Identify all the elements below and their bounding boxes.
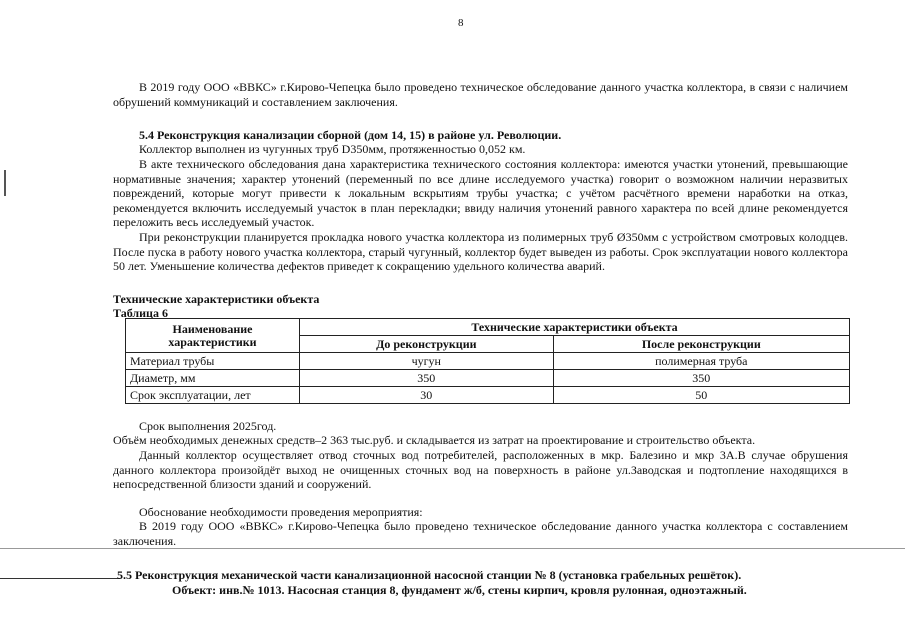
row-after: 50 [553,387,849,404]
characteristics-table [125,318,850,404]
table-row [126,353,850,370]
table-title: Технические характеристики объекта [113,292,320,306]
header-group: Технические характеристики объекта [300,319,850,336]
header-name: Наименование характеристики [126,319,300,353]
scan-mark [4,170,6,196]
header-before: До реконструкции [300,336,554,353]
section-5-4-p2: В акте технического обследования дана характеристика технического состояния коллектора: имеются участки утонений, превышающие нормативные значения; характер утонений (переменный по все длине исследуемого участка) говорит о возможном наличии неразвитых повреждений, которые могут привести к локальным вскрытиям трубы участка; с учётом расчётного времени наработки на отказ, рекомендуется включить исследуемый участок в план перекладки; ввиду наличия утонений равного характера по всей длине рекомендуется переложить весь исследуемый участок. [113,157,848,230]
row-before: 350 [300,370,554,387]
justification-text: В 2019 году ООО «ВВКС» г.Кирово-Чепецка было проведено техническое обследование данного участка коллектора с составлением заключения. [113,519,848,548]
section-5-4-heading: 5.4 Реконструкция канализации сборной (дом 14, 15) в районе ул. Революции. [139,128,562,142]
justification-title: Обоснование необходимости проведения мероприятия: [139,505,423,519]
page-number: 8 [458,17,464,29]
section-5-5-heading: 5.5 Реконструкция механической части канализационной насосной станции № 8 (установка грабельных решёток). [117,568,742,582]
section-5-4-p3: При реконструкции планируется прокладка нового участка коллектора из полимерных труб Ø350мм с устройством смотровых колодцев. После пуска в работу нового участка коллектора, старый чугунный, коллектор будет выведен из работы. Срок эксплуатации нового коллектора 50 лет. Уменьшение количества дефектов приведет к сокращению удельного количества аварий. [113,230,848,274]
row-before: чугун [300,353,554,370]
table-row [126,387,850,404]
section-5-4-p1: Коллектор выполнен из чугунных труб D350мм, протяженностью 0,052 км. [139,142,526,156]
scan-line [0,578,120,579]
collector-paragraph: Данный коллектор осуществляет отвод сточных вод потребителей, расположенных в мкр. Балезино и мкр 3А.В случае обрушения данного коллектора произойдёт выход не очищенных сточных вод на поверхность в районе ул.Заводская и подтопление находящихся в непосредственной близости зданий и сооружений. [113,448,848,492]
scan-line [0,548,905,549]
completion-date: Срок выполнения 2025год. [139,419,277,433]
row-after: 350 [553,370,849,387]
section-5-5-object: Объект: инв.№ 1013. Насосная станция 8, фундамент ж/б, стены кирпич, кровля рулонная, одноэтажный. [172,583,747,597]
header-after: После реконструкции [553,336,849,353]
row-name: Материал трубы [126,353,300,370]
intro-paragraph: В 2019 году ООО «ВВКС» г.Кирово-Чепецка было проведено техническое обследование данного участка коллектора, в связи с наличием обрушений коммуникаций и составлением заключения. [113,80,848,109]
row-name: Срок эксплуатации, лет [126,387,300,404]
table-header-row [126,319,850,336]
table-row [126,370,850,387]
row-after: полимерная труба [553,353,849,370]
row-name: Диаметр, мм [126,370,300,387]
table-caption: Таблица 6 [113,306,168,320]
funds-paragraph: Объём необходимых денежных средств–2 363 тыс.руб. и складывается из затрат на проектирование и строительство объекта. [113,433,756,447]
row-before: 30 [300,387,554,404]
